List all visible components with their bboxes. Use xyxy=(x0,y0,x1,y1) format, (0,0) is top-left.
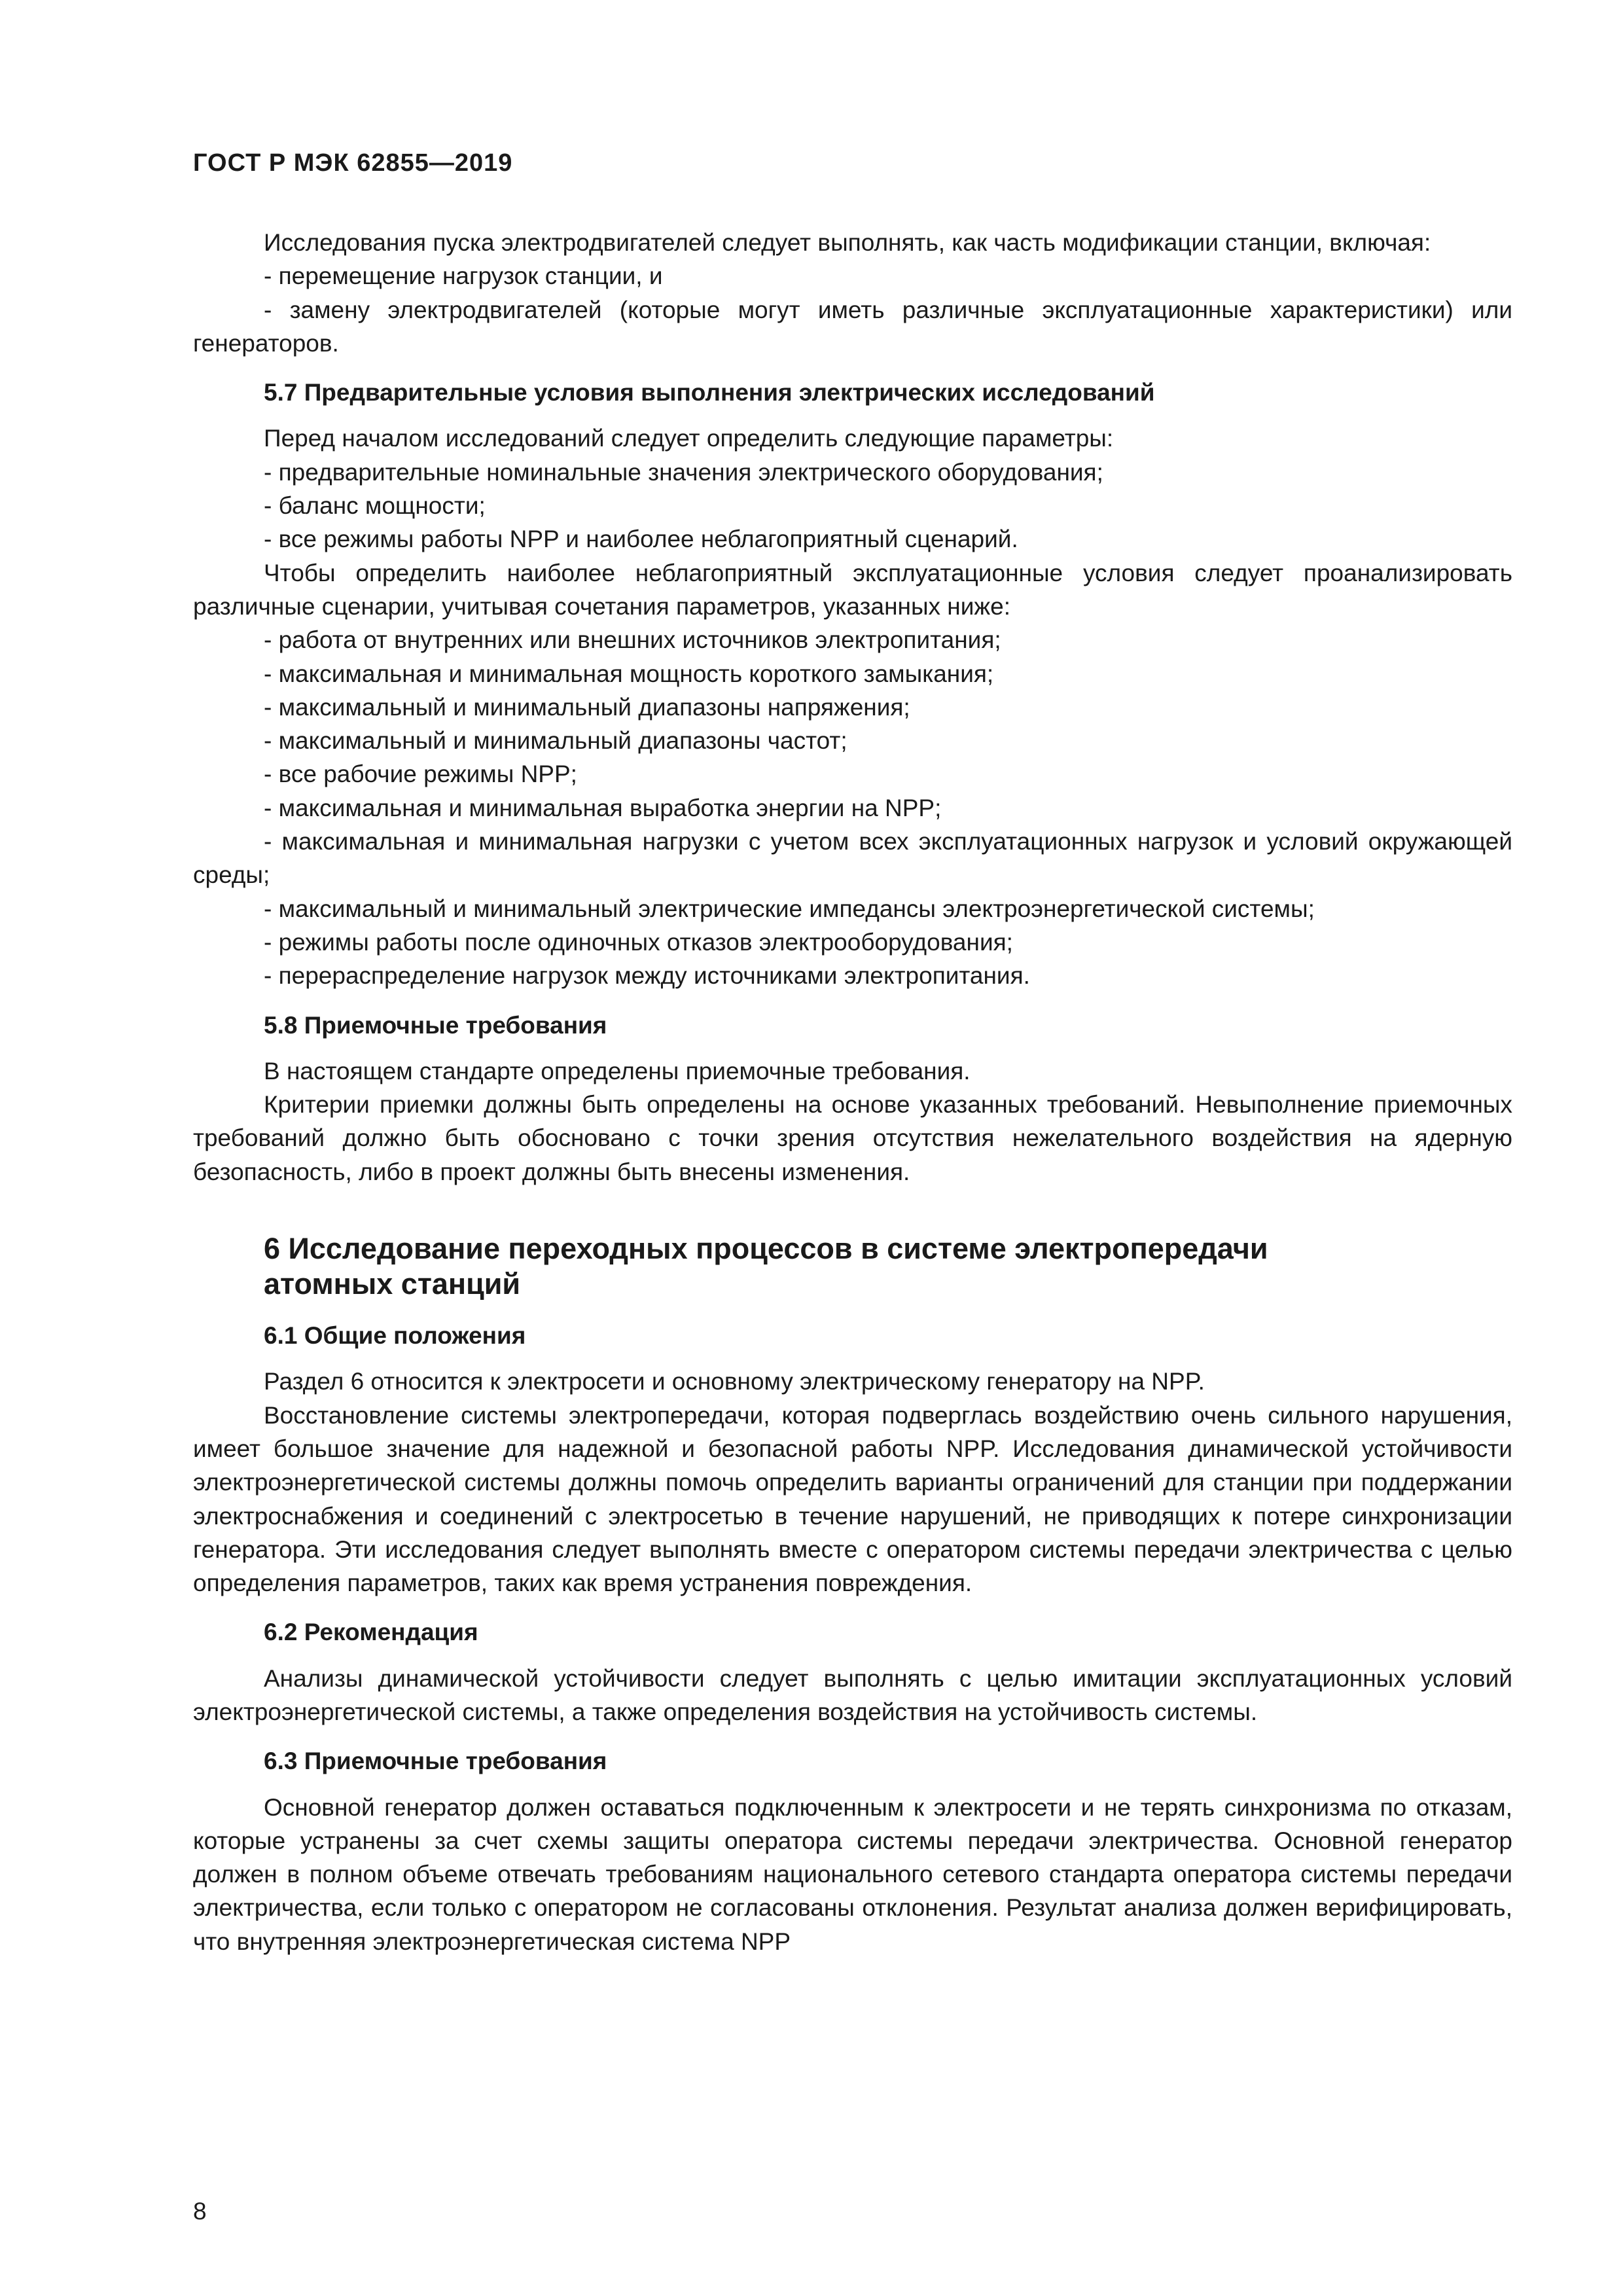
list-item: - максимальный и минимальный электрические импедансы электроэнергетической системы; xyxy=(264,895,1315,922)
paragraph: В настоящем стандарте определены приемочные требования. xyxy=(264,1057,971,1085)
page-number: 8 xyxy=(193,2198,207,2225)
list-item: - предварительные номинальные значения электрического оборудования; xyxy=(264,458,1103,486)
list-item: - все режимы работы NPP и наиболее неблагоприятный сценарий. xyxy=(264,526,1018,553)
section-heading-6-2: 6.2 Рекомендация xyxy=(264,1619,478,1646)
chapter-heading-6: 6 Исследование переходных процессов в системе электропередачи атомных станций xyxy=(264,1232,1268,1301)
paragraph: Основной генератор должен оставаться подключенным к электросети и не терять синхронизма по отказам, которые устранены за счет схемы защиты оператора системы передачи электричества. Основной генератор должен в полном объеме отвечать требованиям национального сетевого стандарта оператора системы передачи электричества, если только с оператором не согласованы отклонения. Результат анализа должен верифицировать, что внутренняя электроэнергетическая система NPP xyxy=(193,1793,1512,1955)
section-heading-5-7: 5.7 Предварительные условия выполнения электрических исследований xyxy=(264,379,1155,406)
list-item: - замену электродвигателей (которые могут иметь различные эксплуатационные характеристики) или генераторов. xyxy=(193,296,1512,357)
list-item: - перемещение нагрузок станции, и xyxy=(264,262,663,290)
paragraph: Анализы динамической устойчивости следует выполнять с целью имитации эксплуатационных условий электроэнергетической системы, а также определения воздействия на устойчивость системы. xyxy=(193,1664,1512,1725)
document-code-header: ГОСТ Р МЭК 62855—2019 xyxy=(193,149,513,177)
document-body xyxy=(193,226,1512,1958)
section-heading-6-3: 6.3 Приемочные требования xyxy=(264,1748,607,1775)
list-item: - максимальный и минимальный диапазоны напряжения; xyxy=(264,693,910,721)
section-heading-5-8: 5.8 Приемочные требования xyxy=(264,1011,607,1039)
document-page xyxy=(193,0,1512,2296)
list-item: - работа от внутренних или внешних источников электропитания; xyxy=(264,626,1001,654)
paragraph: Перед началом исследований следует определить следующие параметры: xyxy=(264,425,1114,452)
list-item: - максимальная и минимальная нагрузки с учетом всех эксплуатационных нагрузок и условий окружающей среды; xyxy=(193,828,1512,889)
list-item: - режимы работы после одиночных отказов электрооборудования; xyxy=(264,928,1013,956)
list-item: - баланс мощности; xyxy=(264,492,486,520)
paragraph: Чтобы определить наиболее неблагоприятный эксплуатационные условия следует проанализировать различные сценарии, учитывая сочетания параметров, указанных ниже: xyxy=(193,559,1512,620)
list-item: - все рабочие режимы NPP; xyxy=(264,761,577,788)
paragraph: Восстановление системы электропередачи, которая подверглась воздействию очень сильного нарушения, имеет большое значение для надежной и безопасной работы NPP. Исследования динамической устойчивости электроэнергетической системы должны помочь определить варианты ограничений для станции при поддержании электроснабжения и соединений с электросетью в течение нарушений, не приводящих к потере синхронизации генератора. Эти исследования следует выполнять вместе с оператором системы передачи электричества с целью определения параметров, таких как время устранения повреждения. xyxy=(193,1401,1512,1597)
list-item: - максимальная и минимальная выработка энергии на NPP; xyxy=(264,794,942,821)
list-item: - перераспределение нагрузок между источниками электропитания. xyxy=(264,962,1030,990)
list-item: - максимальный и минимальный диапазоны частот; xyxy=(264,727,847,755)
list-item: - максимальная и минимальная мощность короткого замыкания; xyxy=(264,660,994,687)
paragraph: Раздел 6 относится к электросети и основному электрическому генератору на NPP. xyxy=(264,1368,1205,1395)
paragraph: Исследования пуска электродвигателей следует выполнять, как часть модификации станции, включая: xyxy=(264,229,1431,256)
section-heading-6-1: 6.1 Общие положения xyxy=(264,1322,526,1350)
paragraph: Критерии приемки должны быть определены на основе указанных требований. Невыполнение приемочных требований должно быть обосновано с точки зрения отсутствия нежелательного воздействия на ядерную безопасность, либо в проект должны быть внесены изменения. xyxy=(193,1091,1512,1185)
